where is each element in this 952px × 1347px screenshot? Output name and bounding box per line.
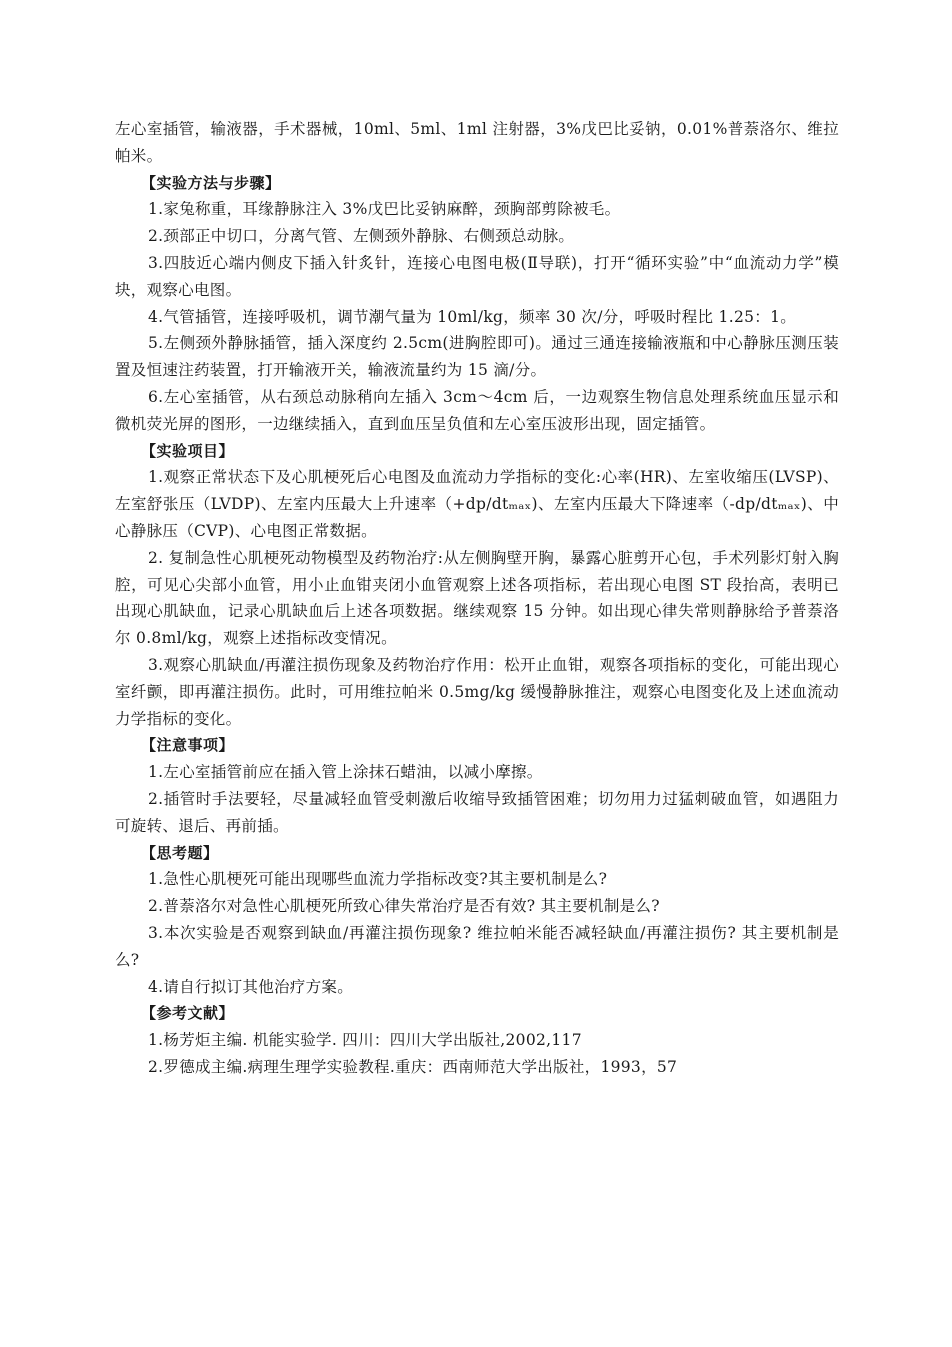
- question-1: 1.急性心肌梗死可能出现哪些血流力学指标改变?其主要机制是么?: [148, 870, 608, 889]
- item-1: 1.观察正常状态下及心肌梗死后心电图及血流动力学指标的变化:心率(HR)、左室收缩压(LVSP)、左室舒张压（LVDP)、左室内压最大上升速率（+dp/dtₘₐₓ)、左室内压最大下降速率（-dp/dtₘₐₓ)、中心静脉压（CVP)、心电图正常数据。: [115, 468, 839, 540]
- questions-heading: 【思考题】: [141, 843, 219, 862]
- method-step-3: 3.四肢近心端内侧皮下插入针炙针，连接心电图电极(Ⅱ导联)，打开“循环实验”中“血流动力学”模块，观察心电图。: [115, 253, 839, 299]
- item-2: 2. 复制急性心肌梗死动物模型及药物治疗:从左侧胸壁开胸，暴露心脏剪开心包，手术列影灯射入胸腔，可见心尖部小血管，用小止血钳夹闭小血管观察上述各项指标，若出现心电图 ST 段抬高，表明已出现心肌缺血，记录心肌缺血后上述各项数据。继续观察 15 分钟。如出现心律失常则静脉给予普萘洛尔 0.8ml/kg，观察上述指标改变情况。: [115, 548, 839, 648]
- reference-1: 1.杨芳炬主编. 机能实验学. 四川：四川大学出版社,2002,117: [148, 1031, 582, 1050]
- document-page: [115, 116, 839, 1081]
- question-2: 2.普萘洛尔对急性心肌梗死所致心律失常治疗是否有效? 其主要机制是么?: [148, 897, 660, 916]
- method-step-5: 5.左侧颈外静脉插管，插入深度约 2.5cm(进胸腔即可)。通过三通连接输液瓶和中心静脉压测压装置及恒速注药装置，打开输液开关，输液流量约为 15 滴/分。: [115, 334, 839, 380]
- question-4: 4.请自行拟订其他治疗方案。: [148, 977, 353, 996]
- reference-2: 2.罗德成主编.病理生理学实验教程.重庆：西南师范大学出版社，1993，57: [148, 1057, 678, 1076]
- notes-heading: 【注意事项】: [141, 736, 235, 755]
- items-heading: 【实验项目】: [141, 441, 235, 460]
- note-2: 2.插管时手法要轻，尽量减轻血管受刺激后收缩导致插管困难；切勿用力过猛刺破血管，如遇阻力可旋转、退后、再前插。: [115, 789, 839, 835]
- item-3: 3.观察心肌缺血/再灌注损伤现象及药物治疗作用：松开止血钳，观察各项指标的变化，可能出现心室纤颤，即再灌注损伤。此时，可用维拉帕米 0.5mg/kg 缓慢静脉推注，观察心电图变化及上述血流动力学指标的变化。: [115, 655, 839, 728]
- question-3: 3.本次实验是否观察到缺血/再灌注损伤现象? 维拉帕米能否减轻缺血/再灌注损伤? 其主要机制是么?: [115, 923, 839, 969]
- method-step-1: 1.家兔称重，耳缘静脉注入 3%戊巴比妥钠麻醉，颈胸部剪除被毛。: [148, 200, 621, 219]
- methods-heading: 【实验方法与步骤】: [141, 173, 281, 192]
- note-1: 1.左心室插管前应在插入管上涂抹石蜡油，以减小摩擦。: [148, 763, 543, 782]
- materials-continued: 左心室插管，输液器，手术器械，10ml、5ml、1ml 注射器，3%戊巴比妥钠，0.01%普萘洛尔、维拉帕米。: [115, 120, 839, 165]
- method-step-6: 6.左心室插管，从右颈总动脉稍向左插入 3cm～4cm 后，一边观察生物信息处理系统血压显示和微机荧光屏的图形，一边继续插入，直到血压呈负值和左心室压波形出现，固定插管。: [115, 387, 839, 433]
- method-step-4: 4.气管插管，连接呼吸机，调节潮气量为 10ml/kg，频率 30 次/分，呼吸时程比 1.25：1。: [148, 307, 797, 326]
- references-heading: 【参考文献】: [141, 1004, 235, 1023]
- method-step-2: 2.颈部正中切口，分离气管、左侧颈外静脉、右侧颈总动脉。: [148, 227, 575, 246]
